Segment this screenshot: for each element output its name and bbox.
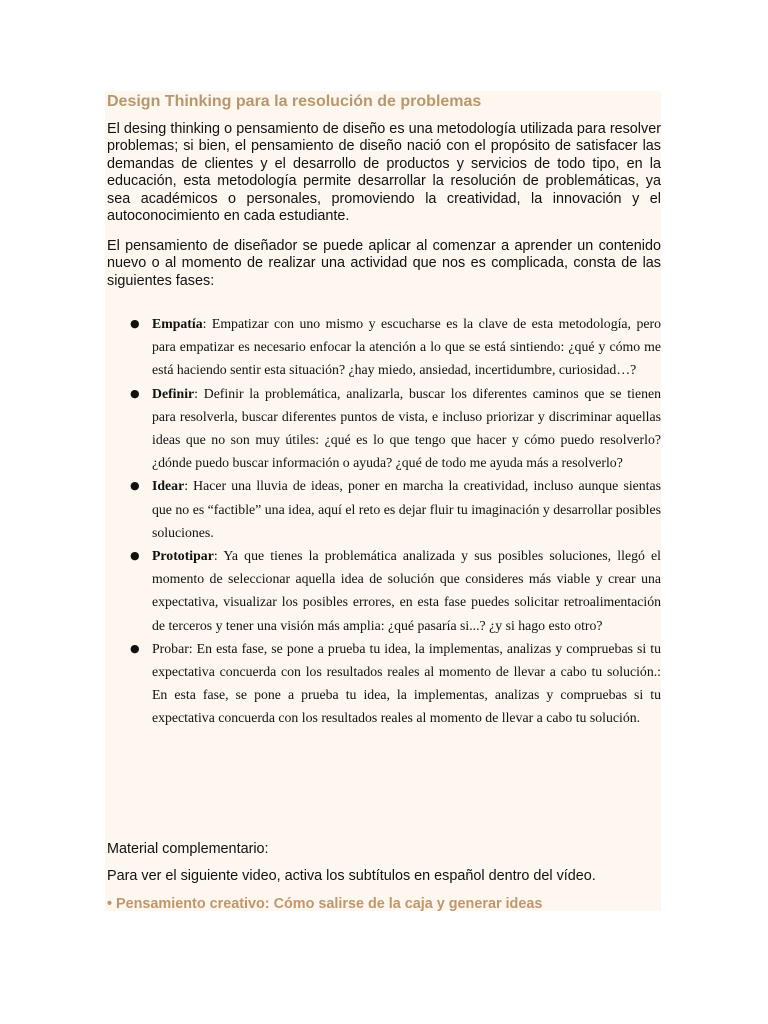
material-label: Material complementario: <box>107 841 269 857</box>
list-item-probar <box>130 637 661 730</box>
phase-term: Prototipar <box>152 548 214 564</box>
phase-description: Probar: En esta fase, se pone a prueba tu idea, la implementas, analizas y compruebas si tu expectativa concuerda con los resultados reales al momento de llevar a cabo tu solución.: En esta fase, se pone a prueba tu idea, la implementas, analizas y compruebas si tu expectativa concuerda con los resultados reales al momento de llevar a cabo tu solución. <box>152 640 661 726</box>
list-item-empatia <box>130 312 661 382</box>
phase-description: : Definir la problemática, analizarla, buscar los diferentes caminos que se tienen para resolverla, buscar diferentes puntos de vista, e incluso priorizar y discriminar aquellas ideas que no son muy útiles: ¿qué es lo que tengo que hacer y cómo puedo resolverlo? ¿dónde puedo buscar información o ayuda? ¿qué de todo me ayuda más a resolverlo? <box>152 385 661 471</box>
phase-term: Idear <box>152 478 185 494</box>
phase-term: Definir <box>152 385 195 401</box>
phase-description: : Hacer una lluvia de ideas, poner en marcha la creatividad, incluso aunque sientas que no es “factible” una idea, aquí el reto es dejar fluir tu imaginación y desarrollar posibles soluciones. <box>152 478 661 540</box>
list-item-definir <box>130 382 661 475</box>
video-link[interactable]: • Pensamiento creativo: Cómo salirse de la caja y generar ideas <box>107 896 543 912</box>
phase-term: Empatía <box>152 316 203 331</box>
bullet-icon: ● <box>130 317 140 330</box>
phases-list <box>130 312 661 730</box>
phase-description: : Empatizar con uno mismo y escucharse es la clave de esta metodología, pero para empatizar es necesario enfocar la atención a lo que se está sintiendo: ¿qué y cómo me está haciendo sentir esta situación? ¿hay miedo, ansiedad, incertidumbre, curiosidad…? <box>152 316 661 378</box>
phase-description: : Ya que tienes la problemática analizada y sus posibles soluciones, llegó el momento de seleccionar aquella idea de solución que consideres más viable y crear una expectativa, visualizar los posibles errores, en esta fase puedes solicitar retroalimentación de terceros y tener una visión más amplia: ¿qué pasaría si...? ¿y si hago esto otro? <box>152 548 661 633</box>
bullet-icon: ● <box>130 479 140 493</box>
intro-paragraph: El desing thinking o pensamiento de diseño es una metodología utilizada para resolver problemas; si bien, el pensamiento de diseño nació con el propósito de satisfacer las demandas de clientes y el desarrollo de productos y servicios de todo tipo, en la educación, esta metodología permite desarrollar la resolución de problemáticas, ya sea académicos o personales, promoviendo la creatividad, la innovación y el autoconocimiento en cada estudiante. <box>107 121 661 225</box>
bullet-icon: ● <box>130 386 140 400</box>
list-item-prototipar <box>130 544 661 637</box>
list-item-idear <box>130 474 661 544</box>
page-title: Design Thinking para la resolución de problemas <box>107 93 482 110</box>
bullet-icon: ● <box>130 549 140 563</box>
bullet-icon: ● <box>130 641 140 655</box>
phases-intro-paragraph: El pensamiento de diseñador se puede aplicar al comenzar a aprender un contenido nuevo o al momento de realizar una actividad que nos es complicada, consta de las siguientes fases: <box>107 238 661 289</box>
video-instruction: Para ver el siguiente video, activa los subtítulos en español dentro del vídeo. <box>107 868 596 884</box>
